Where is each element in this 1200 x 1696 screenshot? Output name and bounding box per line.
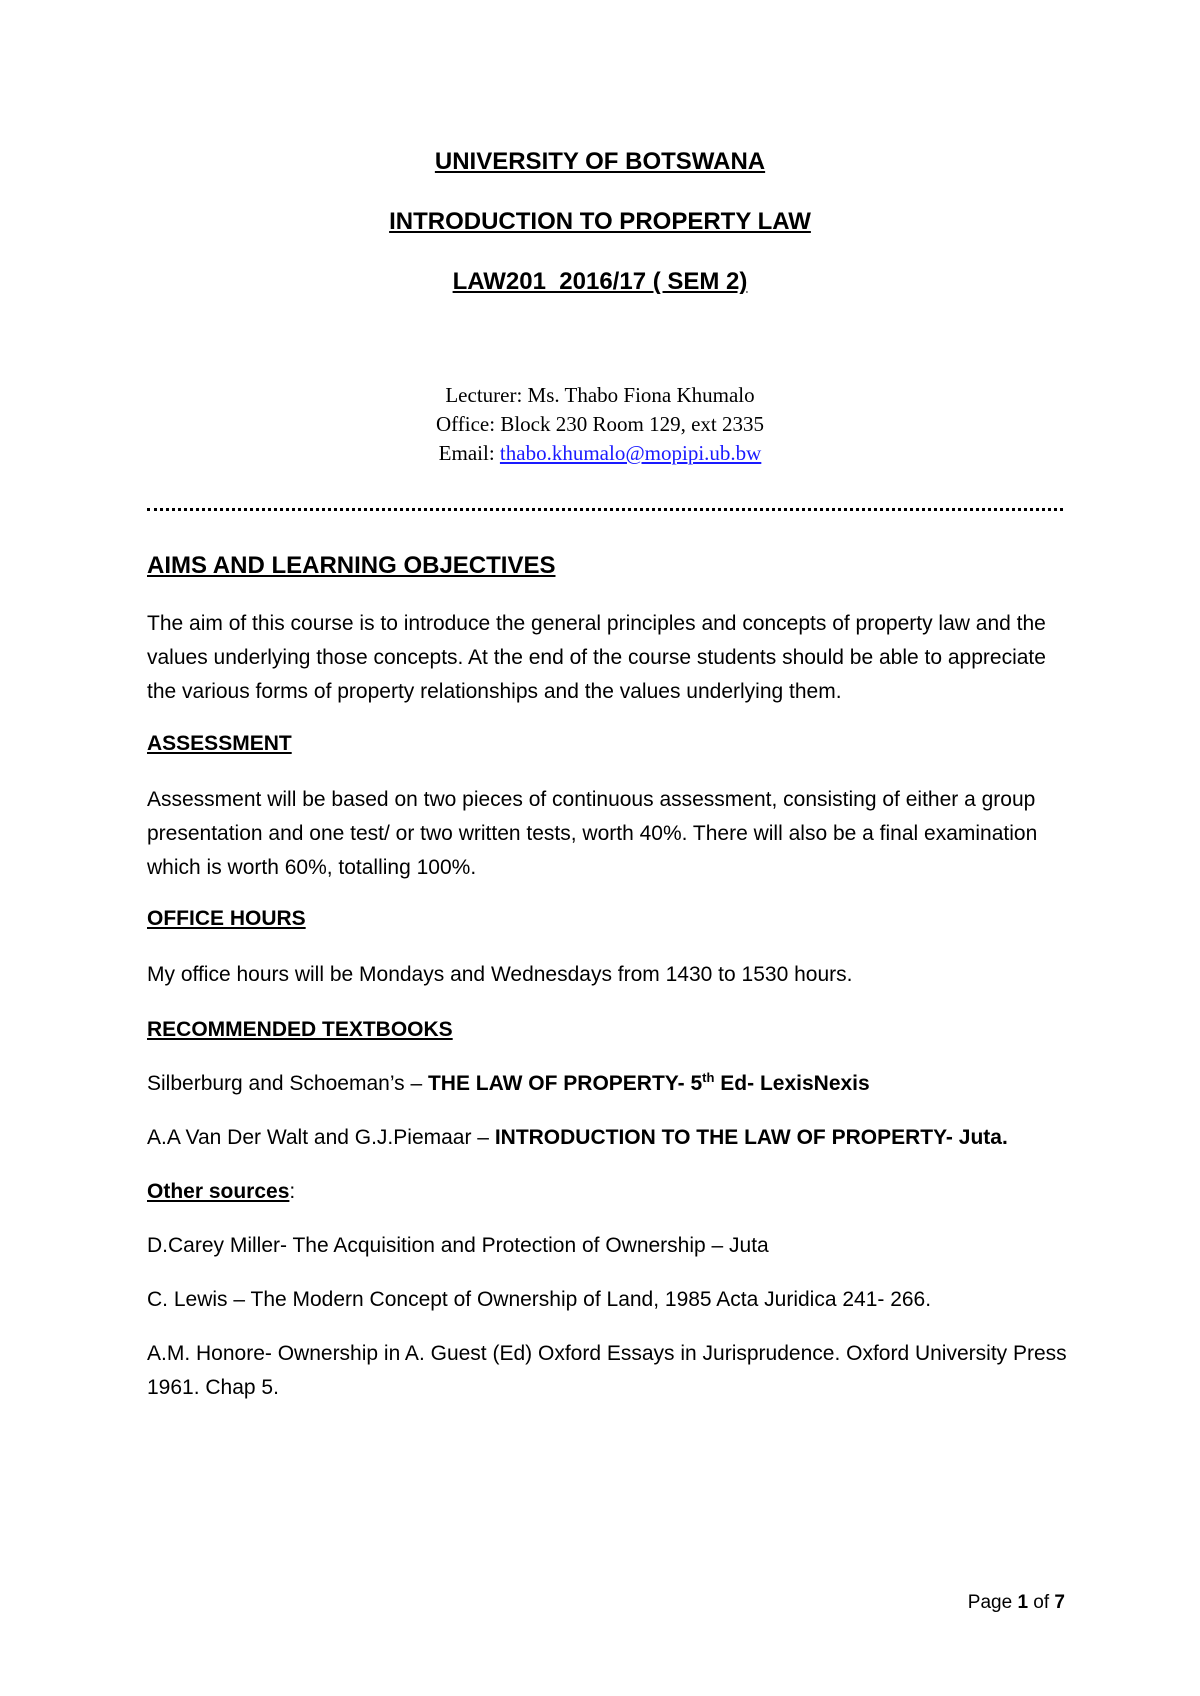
- email-link[interactable]: thabo.khumalo@mopipi.ub.bw: [499, 441, 762, 465]
- assessment-heading: [147, 732, 1067, 756]
- email-label: Email:: [438, 441, 500, 465]
- page-prefix: Page: [967, 1592, 1018, 1613]
- source-item: D.Carey Miller- The Acquisition and Protection of Ownership – Juta: [147, 1234, 769, 1257]
- aims-paragraph: The aim of this course is to introduce the general principles and concepts of property law and the values underlying those concepts. At the end of the course students should be able to appreciate the various forms of property relationships and the values underlying them.: [147, 612, 1046, 703]
- textbook-2-title: INTRODUCTION TO THE LAW OF PROPERTY- Juta.: [494, 1126, 1008, 1149]
- other-sources-colon: :: [289, 1180, 296, 1203]
- other-sources-heading-text: Other sources: [147, 1180, 290, 1203]
- lecturer-line: Lecturer: Ms. Thabo Fiona Khumalo: [445, 383, 755, 407]
- assessment-heading-text: ASSESSMENT: [147, 732, 292, 755]
- page-total: 7: [1054, 1592, 1065, 1613]
- aims-heading: [147, 552, 1067, 580]
- textbook-1: [147, 1072, 1067, 1096]
- office-hours-heading: [147, 907, 1067, 931]
- page-of: of: [1028, 1592, 1055, 1613]
- textbook-1-title: THE LAW OF PROPERTY- 5: [427, 1072, 703, 1095]
- office-line: Office: Block 230 Room 129, ext 2335: [436, 412, 764, 436]
- dotted-divider: [147, 508, 1063, 511]
- course-code: LAW201 2016/17 ( SEM 2): [452, 268, 748, 295]
- assessment-paragraph: Assessment will be based on two pieces of continuous assessment, consisting of either a group presentation and one test/ or two written tests, worth 40%. There will also be a final examination which is worth 60%, totalling 100%.: [147, 788, 1038, 879]
- textbooks-heading-text: RECOMMENDED TEXTBOOKS: [147, 1018, 453, 1041]
- university-title: UNIVERSITY OF BOTSWANA: [434, 148, 766, 175]
- aims-heading-text: AIMS AND LEARNING OBJECTIVES: [147, 552, 556, 579]
- course-title: INTRODUCTION TO PROPERTY LAW: [389, 208, 811, 235]
- email-line: [0, 439, 1200, 468]
- textbook-2-author: A.A Van Der Walt and G.J.Piemaar –: [147, 1126, 495, 1149]
- page-number: 1: [1017, 1592, 1029, 1613]
- textbook-2: [147, 1126, 1067, 1150]
- source-item: C. Lewis – The Modern Concept of Ownership of Land, 1985 Acta Juridica 241- 266.: [147, 1288, 932, 1311]
- textbook-1-author: Silberburg and Schoeman’s –: [147, 1072, 428, 1095]
- page-footer: [968, 1592, 1065, 1614]
- textbook-1-sup: th: [702, 1070, 715, 1085]
- other-sources-heading: [147, 1180, 1067, 1204]
- textbook-1-edition: Ed- LexisNexis: [714, 1072, 870, 1095]
- office-hours-heading-text: OFFICE HOURS: [147, 907, 306, 930]
- office-hours-paragraph: My office hours will be Mondays and Wednesdays from 1430 to 1530 hours.: [147, 963, 853, 986]
- source-item: A.M. Honore- Ownership in A. Guest (Ed) Oxford Essays in Jurisprudence. Oxford University Press 1961. Chap 5.: [147, 1342, 1067, 1399]
- textbooks-heading: [147, 1018, 1067, 1042]
